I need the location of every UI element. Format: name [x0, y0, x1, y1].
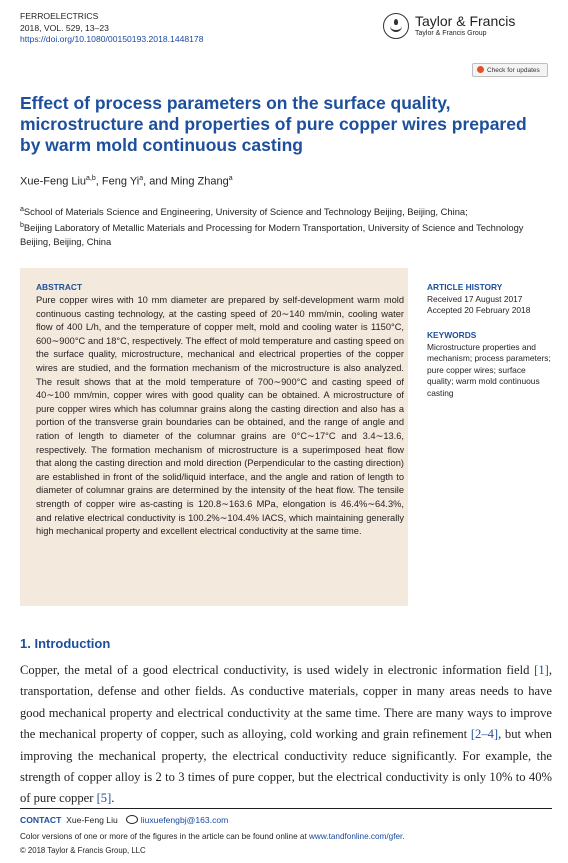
publisher-logo	[383, 13, 548, 43]
citation-link[interactable]: [2–4]	[470, 727, 499, 742]
author-affiliation-mark: a	[139, 175, 144, 182]
contact-line	[20, 815, 228, 825]
journal-info	[20, 11, 204, 46]
citation-link[interactable]: [5]	[96, 791, 112, 806]
affiliations	[20, 203, 540, 249]
crossmark-icon	[477, 66, 484, 73]
article-history	[427, 282, 552, 317]
footer-divider	[20, 808, 552, 809]
lamp-icon	[383, 13, 409, 39]
publisher-group: Taylor & Francis Group	[415, 30, 487, 37]
color-note-link[interactable]: www.tandfonline.com/gfer	[309, 832, 403, 841]
doi-link[interactable]: https://doi.org/10.1080/00150193.2018.1448178	[20, 34, 204, 44]
affiliation-mark: a	[20, 206, 24, 213]
author-name[interactable]: Xue-Feng Liu	[20, 175, 87, 188]
email-icon	[126, 815, 138, 824]
keywords-heading: KEYWORDS	[427, 330, 477, 340]
abstract-text: Pure copper wires with 10 mm diameter are prepared by self-development warm mold continuous casting technology, at the casting speed of 20∼140 mm/min, cooling water flow of 400 L/h, and the temperature of copper melt, mold and cooling water is 1150°C, 600∼900°C and 18°C, respectively. The effect of mold temperature and casting speed on the surface quality, microstructure, mechanical and electrical properties of the copper wires are studied, and the formation mechanism of the microstructure is also analyzed. The result shows that at the mold temperature of 700∼900°C and casting speed of 40∼100 mm/min, copper wires with good quality can be obtained. A microstructure of pure copper wires which has columnar grains along the casting direction and also has a portion of the transverse grain boundaries can be obtained, and the range of angle and ration of length to diameter of the columnar grains are 0°C∼17°C and 3.4∼13.6, respectively. The formation mechanism of microstructure is a superimposed heat flow that along the casting direction and mold direction (Perpendicular to the casting direction) are established in front of the solid/liquid interface, and the angle and ration of length to diameter of columnar grains are determined by the intensity of the heat flow. The tensile strength of copper wire as-casting is 120.8∼163.6 MPa, elongation is 46.4%∼64.3%, and relative electrical conductivity is 100.2%∼104.4% IACS, which maintaining generally high mechanical property and excellent electrical conductivity at the same time.	[36, 295, 404, 537]
author-separator: ,	[95, 175, 102, 188]
publisher-name: Taylor & Francis	[415, 13, 516, 29]
color-note-text: Color versions of one or more of the figures in the article can be found online at	[20, 832, 310, 841]
paragraph-text: Copper, the metal of a good electrical conductivity, is used widely in electronic information field	[20, 663, 535, 677]
author-name[interactable]: Feng Yi	[101, 175, 140, 188]
contact-name: Xue-Feng Liu	[66, 815, 118, 825]
accepted-date: Accepted 20 February 2018	[427, 305, 531, 316]
affiliation-text: School of Materials Science and Engineering, University of Science and Technology Beijing, Beijing, China;	[23, 206, 468, 218]
article-title: Effect of process parameters on the surface quality, microstructure and properties of pure copper wires prepared by warm mold continuous casting	[20, 93, 527, 155]
journal-name: FERROELECTRICS	[20, 11, 99, 21]
paragraph-text: , but when improving the mechanical property, the electrical conductivity reduce significantly. For example, the strength of copper alloy is 2 to 3 times of pure copper, but the electrical conductivity is only 10% to 40% of pure copper	[20, 727, 552, 806]
author-list	[20, 175, 233, 188]
article-history-heading: ARTICLE HISTORY	[427, 282, 503, 292]
keywords-text: Microstructure properties and mechanism; process parameters; pure copper wires; surface quality; warm mold continuous casting	[427, 341, 551, 398]
received-date: Received 17 August 2017	[427, 293, 523, 304]
paragraph-text: .	[111, 791, 115, 806]
paragraph-text: , transportation, defense and other fields. As conductive materials, copper in many areas needs to have good mechanical property and electrical conductivity at the same time. There are many ways to improve the mechanical property of copper, such as alloying, cold working and grain refinement	[20, 663, 552, 742]
author-separator: , and	[143, 175, 171, 188]
author-affiliation-mark: a,b	[86, 175, 96, 182]
affiliation-mark: b	[20, 222, 24, 230]
author-name[interactable]: Ming Zhang	[170, 175, 229, 188]
copyright: © 2018 Taylor & Francis Group, LLC	[20, 846, 146, 855]
color-note	[20, 832, 405, 841]
contact-label: CONTACT	[20, 815, 62, 825]
keywords	[427, 330, 552, 400]
email-link[interactable]: liuxuefengbj@163.com	[140, 815, 229, 825]
citation-link[interactable]: [1]	[534, 663, 549, 677]
affiliation	[20, 203, 540, 219]
check-updates-label: Check for updates	[487, 67, 540, 74]
affiliation	[20, 219, 540, 249]
journal-volume: 2018, VOL. 529, 13–23	[20, 22, 109, 33]
author-affiliation-mark: a	[228, 175, 233, 182]
affiliation-text: Beijing Laboratory of Metallic Materials and Processing for Modern Transportation, University of Science and Technology Beijing, Beijing, China	[20, 222, 524, 248]
check-updates-button[interactable]	[472, 63, 548, 77]
color-note-end: .	[402, 832, 405, 841]
abstract-heading: ABSTRACT	[36, 282, 83, 292]
section-heading: 1. Introduction	[20, 636, 111, 651]
intro-paragraph	[20, 660, 552, 810]
